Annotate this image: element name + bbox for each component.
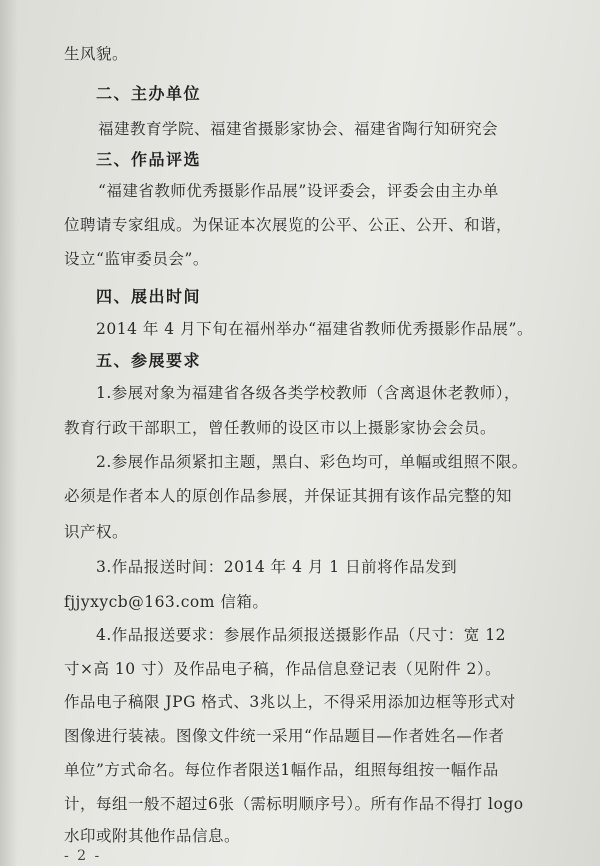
page-edge-shadow — [0, 0, 18, 866]
paragraph-line: 4.作品报送要求：参展作品须报送摄影作品（尺寸：宽 12 — [96, 626, 506, 644]
paragraph-line: 3.作品报送时间：2014 年 4 月 1 日前将作品发到 — [96, 558, 458, 576]
paragraph-line: 教育行政干部职工，曾任教师的设区市以上摄影家协会会员。 — [64, 419, 497, 437]
page-number: - 2 - — [64, 848, 102, 864]
paragraph-line: 寸×高 10 寸）及作品电子稿，作品信息登记表（见附件 2）。 — [64, 660, 502, 678]
paragraph-line: 计，每组一般不超过6张（需标明顺序号）。所有作品不得打 logo — [64, 795, 524, 813]
section-heading: 五、参展要求 — [96, 351, 202, 370]
paragraph-line: 生风貌。 — [64, 45, 129, 63]
section-heading: 四、展出时间 — [96, 287, 202, 306]
paragraph-line: 图像进行装裱。图像文件统一采用“作品题目—作者姓名—作者 — [64, 727, 505, 745]
paragraph-line: 必须是作者本人的原创作品参展，并保证其拥有该作品完整的知 — [64, 487, 513, 505]
email-address: fjjyxycb@163.com 信箱。 — [64, 593, 269, 611]
paragraph-line: 1.参展对象为福建省各级各类学校教师（含离退休老教师）， — [96, 384, 521, 402]
section-heading: 三、作品评选 — [96, 150, 202, 169]
paragraph-line: 识产权。 — [64, 523, 129, 541]
paragraph-line: 2014 年 4 月下旬在福州举办“福建省教师优秀摄影作品展”。 — [96, 320, 533, 338]
paragraph-line: 单位”方式命名。每位作者限送1幅作品，组照每组按一幅作品 — [64, 761, 499, 779]
paragraph-line: “福建省教师优秀摄影作品展”设评委会，评委会由主办单 — [98, 182, 499, 200]
paragraph-line: 作品电子稿限 JPG 格式、3兆以上，不得采用添加边框等形式对 — [64, 693, 516, 711]
paragraph-line: 位聘请专家组成。为保证本次展览的公平、公正、公开、和谐， — [64, 216, 513, 234]
paragraph-line: 水印或附其他作品信息。 — [64, 827, 241, 845]
paragraph-line: 福建教育学院、福建省摄影家协会、福建省陶行知研究会 — [98, 120, 499, 138]
section-heading: 二、主办单位 — [96, 84, 202, 103]
paragraph-line: 设立“监审委员会”。 — [64, 250, 209, 268]
paragraph-line: 2.参展作品须紧扣主题，黑白、彩色均可，单幅或组照不限。 — [96, 453, 528, 471]
